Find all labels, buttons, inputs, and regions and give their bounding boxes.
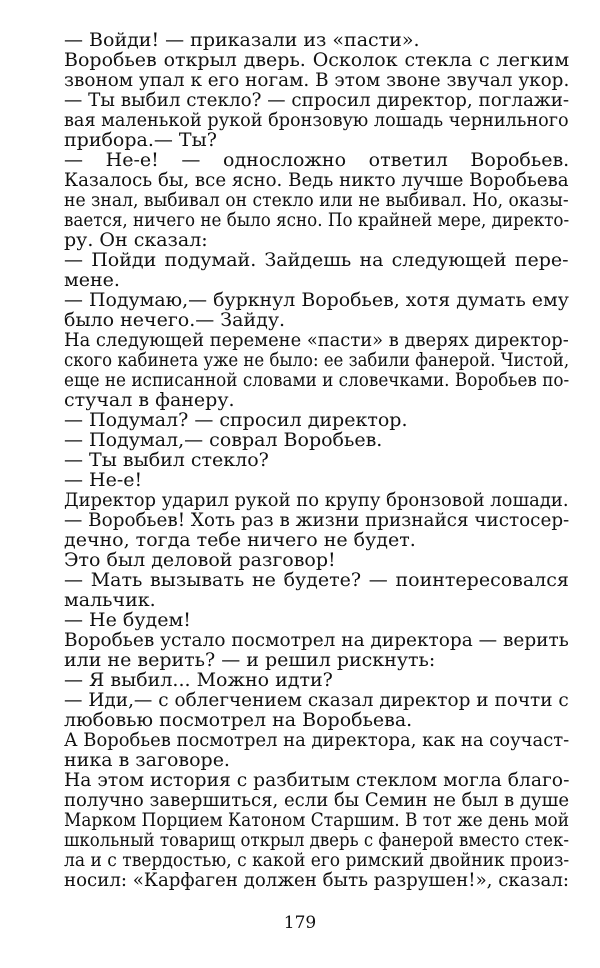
text-line: — Не-е! — односложно ответил Воробьев. xyxy=(64,149,569,171)
text-line: — Подумаю,— буркнул Воробьев, хотя думать ему xyxy=(64,289,569,311)
text-line: Казалось бы, все ясно. Ведь никто лучше Воробьева xyxy=(64,169,569,191)
text-line: Директор ударил рукой по крупу бронзовой лошади. xyxy=(64,489,569,511)
text-line: не знал, выбивал он стекло или не выбивал. Но, оказы- xyxy=(64,189,569,211)
text-line: — Воробьев! Хоть раз в жизни признайся чистосер- xyxy=(64,509,570,531)
text-line: Это был деловой разговор! xyxy=(64,549,336,571)
text-line: — Войди! — приказали из «пасти». xyxy=(64,29,420,51)
text-line: На следующей перемене «пасти» в дверях директор- xyxy=(64,329,569,351)
text-line: получно завершиться, если бы Семин не был в душе xyxy=(64,789,569,811)
text-line: еще не исписанной словами и словечками. Воробьев по- xyxy=(64,369,569,391)
text-line: носил: «Карфаген должен быть разрушен!», сказал: xyxy=(64,869,569,891)
text-line: мене. xyxy=(64,269,120,291)
page-number: 179 xyxy=(283,913,317,933)
text-line: ла и с твердостью, с какой его римский двойник произ- xyxy=(64,849,570,871)
text-line: Марком Порцием Катоном Старшим. В тот же день мой xyxy=(64,809,569,831)
text-line: прибора.— Ты? xyxy=(64,129,217,151)
text-line: — Ты выбил стекло? — спросил директор, поглажи- xyxy=(64,89,569,111)
text-line: вая маленькой рукой бронзовую лошадь чернильного xyxy=(64,109,569,131)
text-line: — Подумал? — спросил директор. xyxy=(64,409,408,431)
text-line: или не верить? — и решил рискнуть: xyxy=(64,649,436,671)
text-line: Воробьев устало посмотрел на директора — верить xyxy=(64,629,569,651)
text-line: ского кабинета уже не было: ее забили фанерой. Чистой, xyxy=(64,349,570,371)
text-line: вается, ничего не было ясно. По крайней мере, директо- xyxy=(64,209,570,231)
text-line: — Я выбил... Можно идти? xyxy=(64,669,333,691)
text-line: звоном упал к его ногам. В этом звоне звучал укор. xyxy=(64,69,569,91)
text-line: На этом история с разбитым стеклом могла благо- xyxy=(64,769,569,791)
text-line: — Мать вызывать не будете? — поинтересовался xyxy=(64,569,569,591)
text-line: А Воробьев посмотрел на директора, как на соучаст- xyxy=(64,729,569,751)
text-line: дечно, тогда тебе ничего не будет. xyxy=(64,529,416,551)
text-line: — Не-е! xyxy=(64,469,143,491)
text-line: — Пойди подумай. Зайдешь на следующей пере- xyxy=(64,249,569,271)
text-line: школьный товарищ открыл дверь с фанерой вместо стек- xyxy=(64,829,569,851)
text-line: мальчик. xyxy=(64,589,156,611)
text-line: — Ты выбил стекло? xyxy=(64,449,269,471)
text-line: любовью посмотрел на Воробьева. xyxy=(64,709,413,731)
text-line: Воробьев открыл дверь. Осколок стекла с легким xyxy=(64,49,569,71)
text-line: ру. Он сказал: xyxy=(64,229,208,251)
text-line: — Иди,— с облегчением сказал директор и почти с xyxy=(64,689,569,711)
text-line: стучал в фанеру. xyxy=(64,389,235,411)
text-line: ника в заговоре. xyxy=(64,749,230,771)
text-line: было нечего.— Зайду. xyxy=(64,309,286,331)
text-line: — Подумал,— соврал Воробьев. xyxy=(64,429,383,451)
text-line: — Не будем! xyxy=(64,609,191,631)
